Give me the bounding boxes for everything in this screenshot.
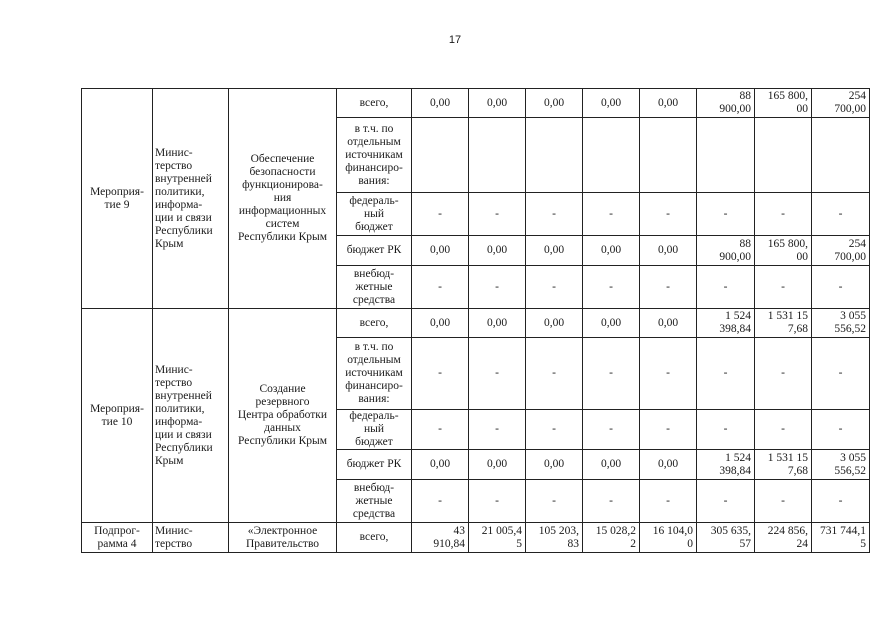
amount-cell: - [640,193,697,236]
amount-cell [469,118,526,193]
amount-cell: 0,00 [469,450,526,480]
amount-cell: - [469,193,526,236]
activity-name-cell: Подпрог- рамма 4 [82,523,153,553]
amount-cell: - [583,480,640,523]
funding-source-cell: в т.ч. по отдельным источникам финансиро- вания: [337,338,412,410]
amount-cell: - [697,480,755,523]
amount-cell: - [755,266,812,309]
amount-cell: - [812,338,870,410]
amount-cell: - [755,480,812,523]
amount-cell: 0,00 [583,450,640,480]
funding-source-cell: в т.ч. по отдельным источникам финансиро- вания: [337,118,412,193]
funding-source-cell: бюджет РК [337,236,412,266]
amount-cell: 0,00 [412,236,469,266]
amount-cell: 0,00 [583,236,640,266]
amount-cell [412,118,469,193]
amount-cell: 0,00 [469,309,526,338]
amount-cell: 1 531 15 7,68 [755,309,812,338]
amount-cell [583,118,640,193]
amount-cell: 88 900,00 [697,236,755,266]
activity-title-cell: Создание резервного Центра обработки данных Республики Крым [229,309,337,523]
amount-cell [640,118,697,193]
funding-source-cell: федераль- ный бюджет [337,410,412,450]
amount-cell: 731 744,1 5 [812,523,870,553]
amount-cell: 0,00 [583,89,640,118]
amount-cell: - [583,410,640,450]
amount-cell: - [697,193,755,236]
amount-cell: 0,00 [412,89,469,118]
amount-cell: 0,00 [526,89,583,118]
activity-name-cell: Мероприя- тие 10 [82,309,153,523]
amount-cell: 0,00 [583,309,640,338]
amount-cell: 0,00 [640,89,697,118]
amount-cell: 3 055 556,52 [812,309,870,338]
table-row [82,309,870,338]
amount-cell: 0,00 [640,309,697,338]
amount-cell [812,118,870,193]
amount-cell: 0,00 [640,450,697,480]
funding-source-cell: внебюд- жетные средства [337,266,412,309]
amount-cell: 165 800, 00 [755,89,812,118]
amount-cell: 165 800, 00 [755,236,812,266]
amount-cell: 254 700,00 [812,89,870,118]
page-number: 17 [448,34,462,46]
amount-cell: 15 028,2 2 [583,523,640,553]
amount-cell: 0,00 [526,236,583,266]
amount-cell: 0,00 [640,236,697,266]
amount-cell: - [697,410,755,450]
amount-cell: 105 203, 83 [526,523,583,553]
amount-cell: - [583,338,640,410]
amount-cell: - [583,266,640,309]
amount-cell: - [526,193,583,236]
amount-cell: 254 700,00 [812,236,870,266]
amount-cell: 1 524 398,84 [697,450,755,480]
funding-source-cell: бюджет РК [337,450,412,480]
amount-cell: - [697,338,755,410]
amount-cell: - [526,338,583,410]
amount-cell: - [812,266,870,309]
amount-cell: - [526,266,583,309]
amount-cell: - [812,193,870,236]
amount-cell: - [412,410,469,450]
amount-cell: - [755,410,812,450]
amount-cell: - [412,338,469,410]
executor-cell: Минис- терство внутренней политики, информа- ции и связи Республики Крым [153,309,229,523]
amount-cell: 21 005,4 5 [469,523,526,553]
activity-name-cell: Мероприя- тие 9 [82,89,153,309]
amount-cell: - [526,480,583,523]
funding-source-cell: всего, [337,523,412,553]
amount-cell: - [640,266,697,309]
amount-cell: 0,00 [412,450,469,480]
funding-source-cell: всего, [337,89,412,118]
amount-cell: - [640,338,697,410]
amount-cell: - [755,193,812,236]
amount-cell: - [812,480,870,523]
table-row [82,89,870,118]
amount-cell: 0,00 [412,309,469,338]
amount-cell: - [412,266,469,309]
amount-cell [755,118,812,193]
amount-cell: - [583,193,640,236]
amount-cell: 305 635, 57 [697,523,755,553]
amount-cell: - [640,480,697,523]
amount-cell: - [412,193,469,236]
amount-cell: - [469,410,526,450]
budget-table [81,88,870,553]
funding-source-cell: федераль- ный бюджет [337,193,412,236]
amount-cell: 43 910,84 [412,523,469,553]
amount-cell: - [412,480,469,523]
amount-cell: 0,00 [469,89,526,118]
executor-cell: Минис- терство [153,523,229,553]
amount-cell: 224 856, 24 [755,523,812,553]
amount-cell: 0,00 [526,450,583,480]
activity-title-cell: «Электронное Правительство [229,523,337,553]
amount-cell: 0,00 [526,309,583,338]
amount-cell: 0,00 [469,236,526,266]
amount-cell: 1 531 15 7,68 [755,450,812,480]
amount-cell: 88 900,00 [697,89,755,118]
amount-cell: - [697,266,755,309]
amount-cell: - [812,410,870,450]
funding-source-cell: внебюд- жетные средства [337,480,412,523]
activity-title-cell: Обеспечение безопасности функционирова- ния информационных систем Республики Крым [229,89,337,309]
amount-cell: - [469,266,526,309]
table-row [82,523,870,553]
amount-cell: - [755,338,812,410]
amount-cell [697,118,755,193]
funding-source-cell: всего, [337,309,412,338]
amount-cell: - [469,338,526,410]
amount-cell: - [469,480,526,523]
amount-cell: - [526,410,583,450]
amount-cell [526,118,583,193]
amount-cell: 16 104,0 0 [640,523,697,553]
amount-cell: 3 055 556,52 [812,450,870,480]
executor-cell: Минис- терство внутренней политики, информа- ции и связи Республики Крым [153,89,229,309]
amount-cell: 1 524 398,84 [697,309,755,338]
amount-cell: - [640,410,697,450]
